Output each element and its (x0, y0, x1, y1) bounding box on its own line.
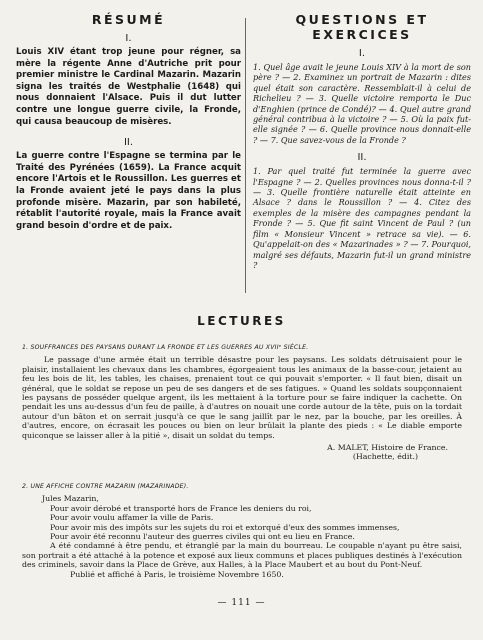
resume-part-2-number: II. (123, 137, 134, 149)
lectures-heading: LECTURES (197, 314, 286, 328)
questions-paragraph-2: 1. Par quel traité fut terminée la guerre avec l'Espagne ? — 2. Quelles provinces nous donna-t-il ? — 3. Quelle frontière naturelle était atteinte en Alsace ? dans le Roussillon ? — 4. Citez des exemples de la misère des campagnes pendant la Fronde ? — 5. Que fit saint Vincent de Paul ? (un film « Monsieur Vincent » retrace sa vie). — 6. Qu'appelait-on des « Mazarinades » ? — 7. Pourquoi, malgré ses défauts, Mazarin fut-il un grand ministre ? (253, 166, 471, 270)
questions-heading: QUESTIONS ET EXERCICES (295, 12, 429, 42)
reading-2-verdict: A été condamné à être pendu, et étranglé par la main du bourreau. Le coupable n'ayant pu être saisi, son portrait a été attaché à la potence et exposé aux lieux communs et places publiques destinés à l'exécution des criminels, savoir dans la Place de Grève, aux Halles, à la Place Maubert et au bout du Pont-Neuf. (22, 541, 462, 570)
reading-2 (22, 482, 462, 579)
reading-1-source: A. MALET, Histoire de France. (327, 443, 448, 453)
reading-1-publisher: (Hachette, édit.) (352, 452, 418, 462)
column-divider (245, 18, 246, 293)
reading-2-line: Pour avoir voulu affamer la ville de Paris. (50, 513, 214, 523)
resume-part-1-number: I. (125, 33, 132, 44)
questions-part-1-number: I. (358, 48, 366, 59)
questions-column (253, 12, 471, 270)
reading-2-line: Pour avoir dérobé et transporté hors de France les deniers du roi, (50, 503, 312, 513)
reading-1-body: Le passage d'une armée était un terrible désastre pour les paysans. Les soldats détruisaient pour le plaisir, installaient les chevaux dans les chambres, égorgeaient tous les animaux de la basse-cour, jetaient au feu les bois de lit, les tables, les chaises, prenaient tout ce qui pouvait s'emporter. « Il faut bien, disait un général, que le soldat se repose un peu de ses dangers et de ses fatigues. » Quand les soldats soupçonnaient les paysans de posséder quelque argent, ils les mettaient à la torture pour se faire indiquer la cachette. On pendait les uns au-dessus d'un feu de paille, à d'autres on nouait une corde autour de la tête, puis on la tordait autour d'un bâton et on serrait jusqu'à ce que le sang jaillît par le nez, par la bouche, par les oreilles. À d'autres, encore, on écrasait les pouces ou bien on leur brûlait la plante des pieds : « Le diable emporte quiconque se laisser aller à la pitié », disait un soldat du temps. (22, 355, 462, 440)
resume-heading: RÉSUMÉ (91, 12, 166, 27)
questions-paragraph-1: 1. Quel âge avait le jeune Louis XIV à la mort de son père ? — 2. Examinez un portrait de Mazarin : dites quel était son caractère. Ressemblait-il à celui de Richelieu ? — 3. Quelle victoire remporta le Duc d'Enghien (prince de Condé)? — 4. Quel autre grand général contribua à la victoire ? — 5. Où la paix fut-elle signée ? — 6. Quelle province nous donnait-elle ? — 7. Que savez-vous de la Fronde ? (253, 62, 471, 145)
reading-2-salutation: Jules Mazarin, (42, 494, 99, 504)
resume-paragraph-1: Louis XIV étant trop jeune pour régner, sa mère la régente Anne d'Autriche prit pour premier ministre le Cardinal Mazarin. Mazarin signa les traités de Westphalie (1648) qui nous donnaient l'Alsace. Puis il dut lutter contre une longue guerre civile, la Fronde, qui causa beaucoup de misères. (16, 47, 241, 127)
reading-1-title: 1. SOUFFRANCES DES PAYSANS DURANT LA FRONDE ET LES GUERRES AU XVIIᵉ SIÈCLE. (22, 344, 309, 351)
resume-column (16, 12, 241, 232)
reading-2-line: Pour avoir mis des impôts sur les sujets du roi et extorqué d'eux des sommes immenses, (50, 522, 400, 532)
questions-part-2-number: II. (357, 152, 367, 164)
page-number: — 111 — (217, 598, 266, 608)
reading-2-line: Pour avoir été reconnu l'auteur des guerres civiles qui ont eu lieu en France. (50, 532, 355, 542)
resume-paragraph-2: La guerre contre l'Espagne se termina par le Traité des Pyrénées (1659). La France acquit encore l'Artois et le Roussillon. Les guerres et la Fronde avaient jeté le pays dans la plus profonde misère. Mazarin, par son habileté, rétablit l'autorité royale, mais la France avait grand besoin d'ordre et de paix. (16, 151, 241, 231)
reading-1 (22, 343, 462, 462)
reading-2-published: Publié et affiché à Paris, le troisième Novembre 1650. (70, 569, 284, 579)
reading-2-title: 2. UNE AFFICHE CONTRE MAZARIN (MAZARINADE). (22, 483, 189, 490)
